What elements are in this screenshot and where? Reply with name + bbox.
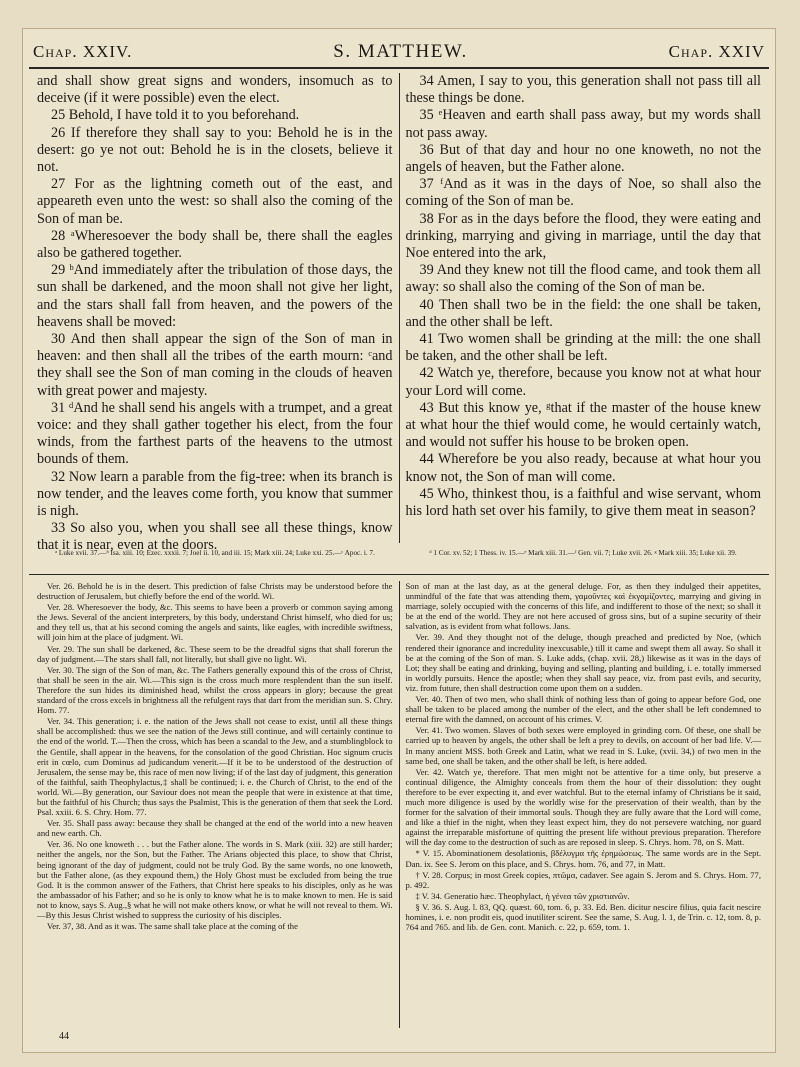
footnote: † V. 28. Corpus; in most Greek copies, πτῶμα, cadaver. See again S. Jerom and S. Chrys. Hom. 77, p. 492. (405, 869, 761, 890)
verse: 25 Behold, I have told it to you beforehand. (51, 107, 300, 124)
commentary-rule (29, 574, 769, 575)
header-chapter-right: Chap. XXIV (668, 42, 765, 61)
verse: 39 And they knew not till the flood came, and took them all away: so shall also the coming of the Son of man be. (405, 262, 761, 296)
footnote: ‡ V. 34. Generatio hæc. Theophylact, ἡ γένεα τῶν χριστιανῶν. (415, 890, 630, 901)
footnote: * V. 15. Abominationem desolationis, βδέλυγμα τῆς ἐρημώσεως. The same words are in the Sept. Dan. ix. See S. Jerom on this place, and S. Chrys. hom. 76, and 77, in Matt. (405, 848, 761, 869)
commentary-note: Ver. 36. No one knoweth . . . but the Father alone. The words in S. Mark (xiii. 32) are still harder; neither the angels, nor the Son, but the Father. The Arians objected this place, to show that Christ, being ignorant of the day of judgment, could not be truly God. By the same words, no one knoweth, but the Father alone, (as they expound them,) the Holy Ghost must be excluded from being the true God. It is the common answer of the Fathers, that Christ here speaks to his disciples, only as he was the ambassador of his Father; and so he is only to know what he is to make known to men. He is said not to know, says S. Aug.,§ what he will not make others know, or what he will not reveal to them. Wi.—By this Jesus Christ wished to suppress the curiosity of his disciples. (37, 839, 393, 920)
header-book-title: S. MATTHEW. (333, 41, 468, 62)
verse: 41 Two women shall be grinding at the mill: the one shall be taken, and the other shall be left. (405, 331, 761, 365)
commentary (31, 581, 767, 1028)
verse: 36 But of that day and hour no one knoweth, no not the angels of heaven, but the Father alone. (405, 141, 761, 176)
verse: 32 Now learn a parable from the fig-tree: when its branch is now tender, and the leaves come forth, you know that summer is nigh. (37, 468, 393, 520)
commentary-note: Ver. 35. Shall pass away: because they shall be changed at the end of the world into a new heaven and new earth. Ch. (37, 818, 393, 839)
header-chapter-left: Chap. XXIV. (33, 42, 133, 61)
commentary-note: Ver. 39. And they thought not of the deluge, though preached and predicted by Noe, (which rendered their ignorance and incredulity inexcusable,) till it came and swept them all away. So shall it be at the coming of the Son of man. S. Luke adds, (chap. xvii. 28,) likewise as it was in the days of Lot; they shall be eating and drinking, buying and selling, planting and building, i. e. totally immersed in worldly pursuits. Hence the apostle; when they shall say peace, viz. from past evils, and security, viz. from future, then shall destruction come upon them on a sudden. (405, 632, 761, 693)
verse: 28 ᵃWheresoever the body shall be, there shall the eagles also be gathered together. (37, 227, 393, 262)
commentary-column-left (31, 581, 400, 1028)
verse: and shall show great signs and wonders, insomuch as to deceive (if it were possible) even the elect. (37, 73, 393, 107)
commentary-note: Ver. 37, 38. And as it was. The same shall take place at the coming of the (47, 921, 298, 932)
commentary-note: Son of man at the last day, as at the general deluge. For, as then they indulged their appetites, unmindful of the fate that was attending them, γαμοῦντες καὶ ἐκγαμίζοντες, marrying and giving in marriage, solely occupied with the concerns of this life, and indifferent to those of the next; so shall it be at the end of the world. They are not here accused of gross sins, but of a supine security of their salvation, as is evident from what follows. Jans. (405, 581, 761, 632)
footnote: § V. 36. S. Aug. l. 83, QQ. quæst. 60, tom. 6, p. 33. Ed. Ben. dicitur nescire filius, quia facit nescire homines, i. e. non prodit eis, quod inutiliter scirent. See the same, S. Aug. l. 1, de Trin. c. 12, tom. 8, p. 764 and 765. and lib. de Gen. cont. Manich. c. 22, p. 659, tom. 1. (405, 901, 761, 933)
verse: 45 Who, thinkest thou, is a faithful and wise servant, whom his lord hath set over his family, to give them meat in season? (405, 485, 761, 520)
cross-references-left: ᵃ Luke xvii. 37.—ᵇ Isa. xiii. 10; Ezec. xxxii. 7; Joel ii. 10, and iii. 15; Mark xiii. 24; Luke xxi. 25.—ᶜ Apoc. i. 7. (55, 549, 375, 557)
commentary-note: Ver. 40. Then of two men, who shall think of nothing less than of going to appear before God, one shall be taken to be placed among the number of the elect, and the other shall be left condemned to eternal fire with the damned, on account of his crimes. V. (405, 694, 761, 725)
commentary-note: Ver. 34. This generation; i. e. the nation of the Jews shall not cease to exist, until all these things shall be accomplished: thus we see the nation of the Jews still continue, and will certainly continue to the end of the world. T.—Then the cross, which has been a scandal to the Jew, and a stumblingblock to the Gentile, shall appear in the heavens, for the consolation of the good Christian. Hoc signum crucis erit in cœlo, cum Dominus ad judicandum venerit.—If it be to be understood of the destruction of Jerusalem, the sense may be, this race of men now living; if of the last day of judgment, this generation of the faithful, saith Theophylactus,‡ shall be continued; i. e. the Church of Christ, to the end of the world. Wi.—By generation, our Saviour does not mean the people that were in existence at that time, but the faithful of his Church; thus says the Psalmist, This is the generation of them that seek the Lord. Psal. xxiii. 6. S. Chry. Hom. 77. (37, 716, 393, 818)
scripture-column-right (400, 73, 768, 543)
commentary-note: Ver. 28. Wheresoever the body, &c. This seems to have been a proverb or common saying among the Jews. Several of the ancient interpreters, by this body, understand Christ himself, who died for us; and they tell us, that at his second coming the angels and saints, like eagles, with incredible swiftness, will join him at the place of judgment. Wi. (37, 602, 393, 643)
page (22, 28, 776, 1053)
verse: 34 Amen, I say to you, this generation shall not pass till all these things be done. (405, 73, 761, 107)
verse: 42 Watch ye, therefore, because you know not at what hour your Lord will come. (405, 365, 761, 399)
verse: 33 So also you, when you shall see all these things, know that it is near, even at the doors. (37, 520, 393, 554)
verse: 30 And then shall appear the sign of the Son of man in heaven: and then shall all the tribes of the earth mourn: ᶜand they shall see the Son of man coming in the clouds of heaven with great power and majesty. (37, 331, 393, 399)
commentary-note: Ver. 30. The sign of the Son of man, &c. The Fathers generally expound this of the cross of Christ, that shall be seen in the air. Wi.—This sign is the cross much more resplendent than the sun itself. Therefore the sun hides its diminished head, whilst the cross appears in glory; because the great standard of the cross excels in brightness all the refulgent rays that dart from the meridian sun. S. Chry. Hom. 77. (37, 664, 393, 716)
verse: 40 Then shall two be in the field: the one shall be taken, and the other shall be left. (405, 296, 761, 330)
commentary-note: Ver. 29. The sun shall be darkened, &c. These seem to be the dreadful signs that shall forerun the day of judgment.—The stars shall fall, not literally, but shall give no light. Wi. (37, 643, 393, 664)
verse: 29 ᵇAnd immediately after the tribulation of those days, the sun shall be darkened, and the moon shall not give her light, and the stars shall fall from heaven, and the powers of the heavens shall be moved: (37, 262, 393, 330)
verse: 35 ᵉHeaven and earth shall pass away, but my words shall not pass away. (405, 107, 761, 141)
cross-references (31, 549, 767, 577)
verse: 26 If therefore they shall say to you: Behold he is in the desert: go ye not out: Behold he is in the closets, believe it not. (37, 124, 393, 176)
verse: 37 ᶠAnd as it was in the days of Noe, so shall also the coming of the Son of man be. (405, 176, 761, 210)
verse: 27 For as the lightning cometh out of the east, and appeareth even unto the west: so shall also the coming of the Son of man be. (37, 176, 393, 227)
header-rule (29, 67, 769, 69)
verse: 43 But this know ye, ᵍthat if the master of the house knew at what hour the thief would come, he would certainly watch, and would not suffer his house to be broken open. (405, 399, 761, 451)
running-header (33, 39, 765, 65)
commentary-note: Ver. 41. Two women. Slaves of both sexes were employed in grinding corn. Of these, one shall be carried up to heaven by angels, the other shall be left a prey to devils, on account of her bad life. V.—In many ancient MSS. both Greek and Latin, what we read in S. Luke, (xvii. 34,) of two men in the same bed, one shall be taken, and the other shall be left, is here added. (405, 725, 761, 766)
cross-references-right: ᵈ 1 Cor. xv. 52; 1 Thess. iv. 15.—ᵉ Mark xiii. 31.—ᶠ Gen. vii. 7; Luke xvii. 26. ᵍ Mark xiii. 35; Luke xii. 39. (429, 549, 737, 557)
verse: 38 For as in the days before the flood, they were eating and drinking, marrying and giving in marriage, until the day that Noe entered into the ark, (405, 210, 761, 262)
commentary-column-right (400, 581, 768, 1028)
verse: 44 Wherefore be you also ready, because at what hour you know not, the Son of man will come. (405, 451, 761, 485)
page-number: 44 (59, 1031, 69, 1042)
commentary-note: Ver. 26. Behold he is in the desert. This prediction of false Christs may be understood before the destruction of Jerusalem, but chiefly before the end of the world. Wi. (37, 581, 393, 602)
verse: 31 ᵈAnd he shall send his angels with a trumpet, and a great voice: and they shall gather together his elect, from the four winds, from the farthest parts of the heavens to the utmost bounds of them. (37, 399, 393, 468)
commentary-note: Ver. 42. Watch ye, therefore. That men might not be attentive for a time only, but preserve a continual diligence, the Almighty conceals from them the hour of their dissolution: they ought therefore to be ever expecting it, and ever watchful. But to the eternal infamy of Christians be it said, much more diligence is used by the worldly wise for the preservation of their wealth, than by the former for the salvation of their immortal souls. Though they are fully aware that the Lord will come, and like a thief in the night, when they least expect him, they do not persevere watching, nor guard against the irreparable misfortune of quitting the present life without previous preparation. Therefore will the day come to the destruction of such as are reposed in sleep. S. Chrys. hom. 78, on S. Matt. (405, 766, 761, 848)
